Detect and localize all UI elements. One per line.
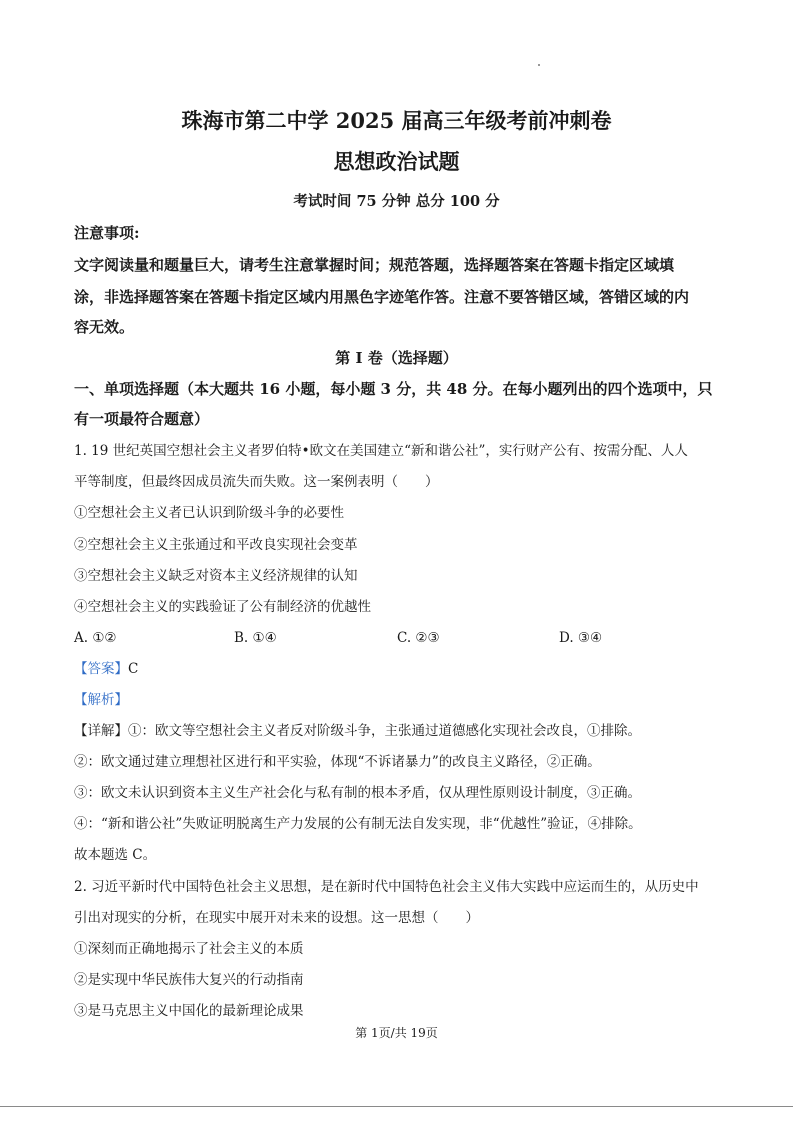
exam-title: 珠海市第二中学 2025 届高三年级考前冲刺卷 [181,108,612,133]
subject-title: 思想政治试题 [333,149,460,174]
page-number: 第 1页/共 19页 [355,1026,438,1040]
section-title: 第 I 卷（选择题） [335,349,458,367]
question-stem: 引出对现实的分析，在现实中展开对未来的设想。这一思想（ ） [74,910,479,926]
statement-item: ②空想社会主义主张通过和平改良实现社会变革 [74,537,358,553]
detail-label: 【详解】 [74,723,128,739]
speck-mark [538,64,540,66]
statement-item: ①空想社会主义者已认识到阶级斗争的必要性 [74,505,344,521]
option-b: B. ①④ [234,630,277,646]
detail-row [74,721,641,741]
bottom-divider [0,1106,793,1107]
option-d: D. ③④ [559,630,603,646]
option-c: C. ②③ [397,630,440,646]
statement-item: ②是实现中华民族伟大复兴的行动指南 [74,972,304,988]
notice-line: 容无效。 [74,318,135,336]
detail-line: ③：欧文未认识到资本主义生产社会化与私有制的根本矛盾，仅从理性原则设计制度，③正确。 [74,785,641,801]
answer-row [74,659,138,679]
statement-item: ①深刻而正确地揭示了社会主义的本质 [74,941,304,957]
statement-item: ③是马克思主义中国化的最新理论成果 [74,1003,304,1019]
analysis-label: 【解析】 [74,692,128,708]
question-stem: 平等制度，但最终因成员流失而失败。这一案例表明（ ） [74,474,439,490]
answer-value: C [128,661,139,677]
question-stem: 1. 19 世纪英国空想社会主义者罗伯特•欧文在美国建立“新和谐公社”，实行财产公有、按需分配、人人 [74,443,688,459]
exam-info: 考试时间 75 分钟 总分 100 分 [293,193,500,210]
notice-line: 文字阅读量和题量巨大，请考生注意掌握时间；规范答题，选择题答案在答题卡指定区域填 [74,256,675,274]
option-a: A. ①② [74,630,117,646]
statement-item: ④空想社会主义的实践验证了公有制经济的优越性 [74,599,371,615]
section-instructions: 一、单项选择题（本大题共 16 小题，每小题 3 分，共 48 分。在每小题列出的四个选项中，只 [74,380,713,398]
detail-conclusion: 故本题选 C。 [74,847,157,863]
question-stem: 2. 习近平新时代中国特色社会主义思想，是在新时代中国特色社会主义伟大实践中应运而生的，从历史中 [74,879,699,895]
answer-label: 【答案】 [74,661,128,677]
detail-line: ①：欧文等空想社会主义者反对阶级斗争，主张通过道德感化实现社会改良，①排除。 [128,723,641,739]
notice-line: 涂，非选择题答案在答题卡指定区域内用黑色字迹笔作答。注意不要答错区域，答错区域的内 [74,288,690,306]
detail-line: ④：“新和谐公社”失败证明脱离生产力发展的公有制无法自发实现，非“优越性”验证，④排除。 [74,816,642,832]
notice-heading: 注意事项: [74,224,140,242]
section-instructions: 有一项最符合题意） [74,410,210,428]
detail-line: ②：欧文通过建立理想社区进行和平实验，体现“不诉诸暴力”的改良主义路径，②正确。 [74,754,601,770]
statement-item: ③空想社会主义缺乏对资本主义经济规律的认知 [74,568,358,584]
